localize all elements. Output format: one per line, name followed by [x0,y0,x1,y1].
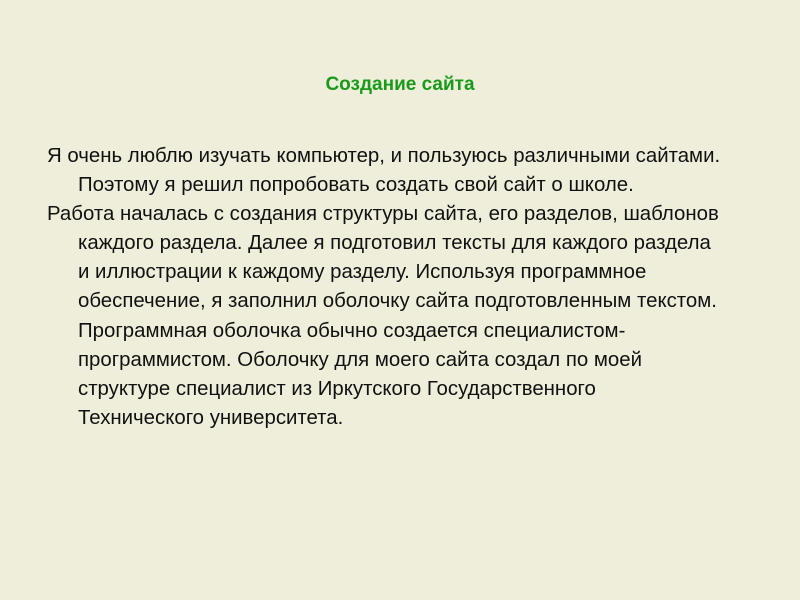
slide-title: Создание сайта [325,74,475,95]
slide-body [47,142,727,433]
paragraph-intro: Я очень люблю изучать компьютер, и пользуюсь различными сайтами. Поэтому я решил попробовать создать свой сайт о школе. [47,145,721,197]
paragraph-work: Работа началась с создания структуры сайта, его разделов, шаблонов каждого раздела. Далее я подготовил тексты для каждого раздела и иллюстрации к каждому разделу. Используя программное обеспечение, я заполнил оболочку сайта подготовленным текстом. Программная оболочка обычно создается специалистом-программистом. Оболочку для моего сайта создал по моей структуре специалист из Иркутского Государственного Технического университета. [47,203,719,429]
